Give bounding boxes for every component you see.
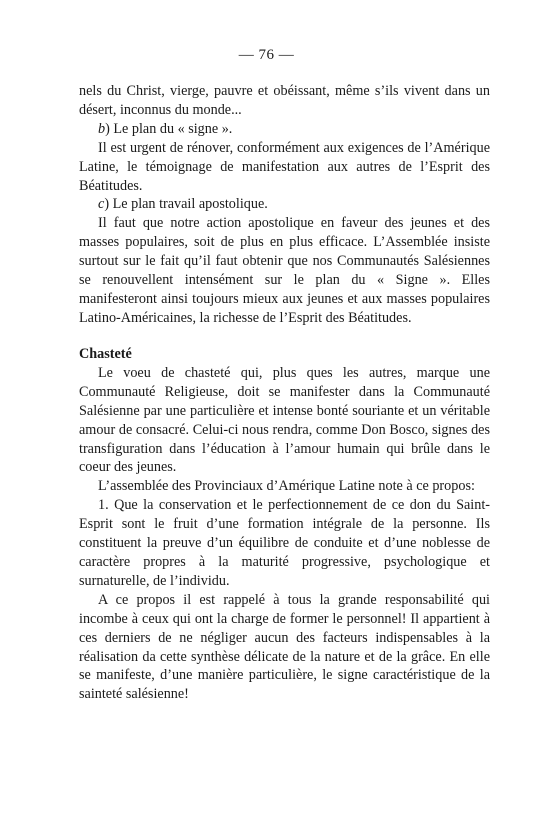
paragraph-vow: Le voeu de chasteté qui, plus ques les autres, marque une Communauté Religieuse, doit se manifester dans la Communauté Salésienne par une particulière et intense bonté souriante et un véritable amour de consacré. Celui-ci nous rendra, comme Don Bosco, signes des transfiguration dans l’éducation à l’amour humain qui brûle dans le coeur des jeunes. bbox=[79, 364, 490, 476]
paragraph-continuation: nels du Christ, vierge, pauvre et obéissant, même s’ils vivent dans un désert, inconnus du monde... bbox=[79, 83, 490, 118]
paragraph-point-1: 1. Que la conservation et le perfectionnement de ce don du Saint-Esprit sont le fruit d’une formation intégrale de la personne. Ils constituent la preuve d’un équilibre de conduite et d’une noblesse de caractère propres à la maturité progressive, psychologique et surnaturelle, de l’individu. bbox=[79, 497, 490, 589]
item-b-text: ) Le plan du « signe ». bbox=[105, 120, 233, 137]
list-item-c bbox=[79, 195, 490, 214]
item-c-text: ) Le plan travail apostolique. bbox=[104, 196, 268, 213]
section-top bbox=[79, 82, 490, 328]
item-b-letter: b bbox=[98, 120, 106, 137]
section-chastete bbox=[79, 345, 490, 704]
section-heading: Chasteté bbox=[79, 346, 132, 362]
paragraph-renovation: Il est urgent de rénover, conformément aux exigences de l’Amérique Latine, le témoignage de manifestation aux autres de l’Esprit des Béatitudes. bbox=[79, 139, 490, 194]
paragraph-responsibility: A ce propos il est rappelé à tous la grande responsabilité qui incombe à ceux qui ont la charge de former le personnel! Il appartient à ces derniers de ne négliger aucun des facteurs indispensables à la réalisation da cette synthèse délicate de la nature et de la grâce. En elle se manifeste, d’une manière particulière, le signe caractéristique de la sainteté salésienne! bbox=[79, 591, 490, 703]
page-number: — 76 — bbox=[238, 47, 295, 63]
paragraph-apostolic-action: Il faut que notre action apostolique en faveur des jeunes et des masses populaires, soit de plus en plus efficace. L’Assemblée insiste surtout sur le fait qu’il faut obtenir que nos Communautés Salésiennes se renouvellent intensément sur le plan du « Signe ». Elles manifesteront ainsi toujours mieux aux jeunes et aux masses populaires Latino-Américaines, la richesse de l’Esprit des Béatitudes. bbox=[79, 215, 490, 326]
list-item-b bbox=[79, 120, 490, 139]
item-c-letter: c bbox=[98, 196, 105, 213]
paragraph-assembly-note: L’assemblée des Provinciaux d’Amérique Latine note à ce propos: bbox=[98, 478, 475, 495]
